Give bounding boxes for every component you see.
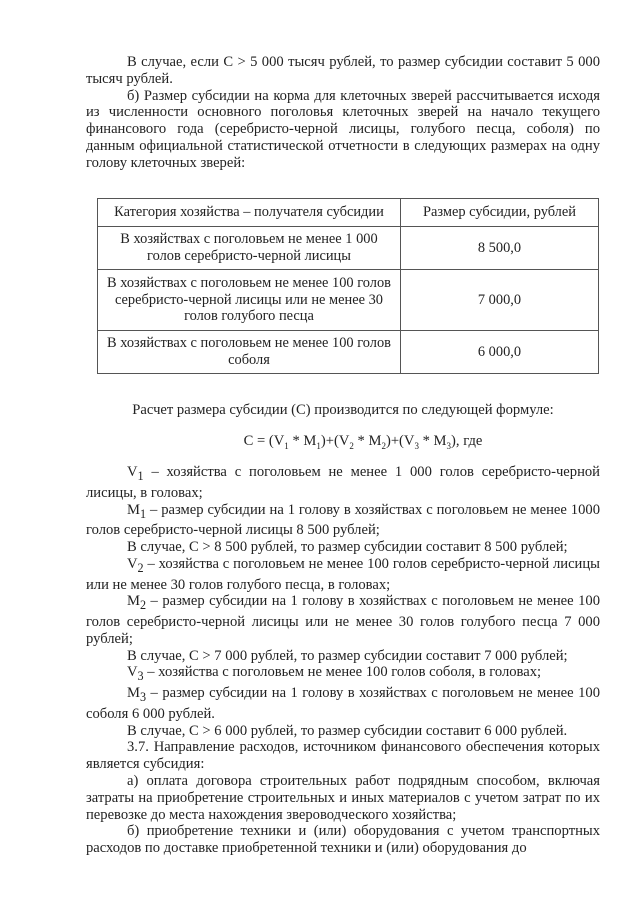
formula-sub: 1 <box>284 440 289 451</box>
header-amount: Размер субсидии, рублей <box>400 199 598 227</box>
definition-text: – размер субсидии на 1 голову в хозяйствах с поголовьем не менее 1000 голов серебристо-черной лисицы 8 500 рублей; <box>86 501 600 539</box>
symbol-sub: 3 <box>139 690 147 704</box>
condition-2: В случае, С > 7 000 рублей, то размер субсидии составит 7 000 рублей; <box>127 647 568 664</box>
formula-intro: Расчет размера субсидии (С) производится по следующей формуле: <box>132 402 554 418</box>
section-item-b: б) приобретение техники и (или) оборудования с учетом транспортных расходов по доставке приобретенной техники и (или) оборудования до <box>86 823 600 857</box>
table-row <box>98 331 599 374</box>
intro-text <box>86 54 600 172</box>
definition-text: – хозяйства с поголовьем не менее 100 голов серебристо-черной лисицы или не менее 30 голов голубого песца, в головах; <box>86 555 600 593</box>
subsidy-formula <box>86 433 600 450</box>
table-row <box>98 227 599 270</box>
formula-lhs: С = <box>243 433 269 449</box>
table-header-row <box>98 199 599 227</box>
symbol-sub: 3 <box>137 669 144 684</box>
definition-m2 <box>86 593 600 647</box>
symbol-sub: 2 <box>139 598 147 613</box>
definition-v2 <box>86 556 600 594</box>
row-category: В хозяйствах с поголовьем не менее 1 000 голов серебристо-черной лисицы <box>98 227 401 270</box>
symbol: V <box>127 555 138 572</box>
definition-v1 <box>86 464 600 502</box>
subsidy-table <box>97 198 599 374</box>
condition-3: В случае, С > 6 000 рублей, то размер субсидии составит 6 000 рублей. <box>127 722 568 739</box>
symbol-sub: 1 <box>139 506 147 521</box>
row-amount: 8 500,0 <box>400 227 598 270</box>
definitions-text <box>86 464 600 857</box>
row-category: В хозяйствах с поголовьем не менее 100 голов серебристо-черной лисицы или не менее 30 голов голубого песца <box>98 270 401 331</box>
row-amount: 7 000,0 <box>400 270 598 331</box>
formula-part: * M <box>418 433 447 449</box>
definition-m3 <box>86 685 600 723</box>
formula-sub: 1 <box>316 440 321 451</box>
formula-tail: ), где <box>451 433 483 449</box>
definition-text: – хозяйства с поголовьем не менее 1 000 голов серебристо-черной лисицы, в головах; <box>86 464 600 501</box>
formula-part: )+(V <box>385 433 415 449</box>
symbol: M <box>127 501 140 518</box>
row-category: В хозяйствах с поголовьем не менее 100 голов соболя <box>98 331 401 374</box>
symbol-sub: 1 <box>137 468 144 483</box>
symbol: V <box>127 464 138 480</box>
formula-sub: 2 <box>349 440 354 451</box>
symbol: M <box>127 593 140 610</box>
formula-sub: 2 <box>381 440 386 451</box>
formula-part: )+(V <box>320 433 350 449</box>
definition-v3 <box>86 664 600 685</box>
definition-text: – размер субсидии на 1 голову в хозяйствах с поголовьем не менее 100 голов серебристо-черной лисицы или не менее 30 голов голубого песца 7 000 рублей; <box>86 593 600 647</box>
formula-part: (V <box>268 433 285 449</box>
symbol: V <box>127 664 138 681</box>
header-category: Категория хозяйства – получателя субсидии <box>98 199 401 227</box>
table-row <box>98 270 599 331</box>
formula-sub: 3 <box>446 440 452 451</box>
symbol: M <box>127 685 140 702</box>
formula-part: * M <box>288 433 317 449</box>
formula-part: * M <box>353 433 382 449</box>
paragraph-feed-subsidy: б) Размер субсидии на корма для клеточных зверей рассчитывается исходя из численности основного поголовья клеточных зверей на начало текущего финансового года (серебристо-черной лисицы, голубого песца, соболя) по данным официальной статистической отчетности в следующих размерах на одну голову клеточных зверей: <box>86 87 600 171</box>
definition-m1 <box>86 502 600 540</box>
condition-1: В случае, С > 8 500 рублей, то размер субсидии составит 8 500 рублей; <box>127 539 568 555</box>
paragraph-c-limit: В случае, если С > 5 000 тысяч рублей, то размер субсидии составит 5 000 тысяч рублей. <box>86 54 600 87</box>
symbol-sub: 2 <box>137 560 144 575</box>
row-amount: 6 000,0 <box>400 331 598 374</box>
definition-text: – размер субсидии на 1 голову в хозяйствах с поголовьем не менее 100 соболя 6 000 рублей. <box>86 685 600 722</box>
section-item-a: а) оплата договора строительных работ подрядным способом, включая затраты на приобретение строительных и иных материалов с учетом затрат по их перевозке до места нахождения звероводческого хозяйства; <box>86 772 600 823</box>
formula-sub: 3 <box>414 440 419 451</box>
section-3-7: 3.7. Направление расходов, источником финансового обеспечения которых является субсидия: <box>86 739 600 773</box>
definition-text: – хозяйства с поголовьем не менее 100 голов соболя, в головах; <box>143 664 542 681</box>
